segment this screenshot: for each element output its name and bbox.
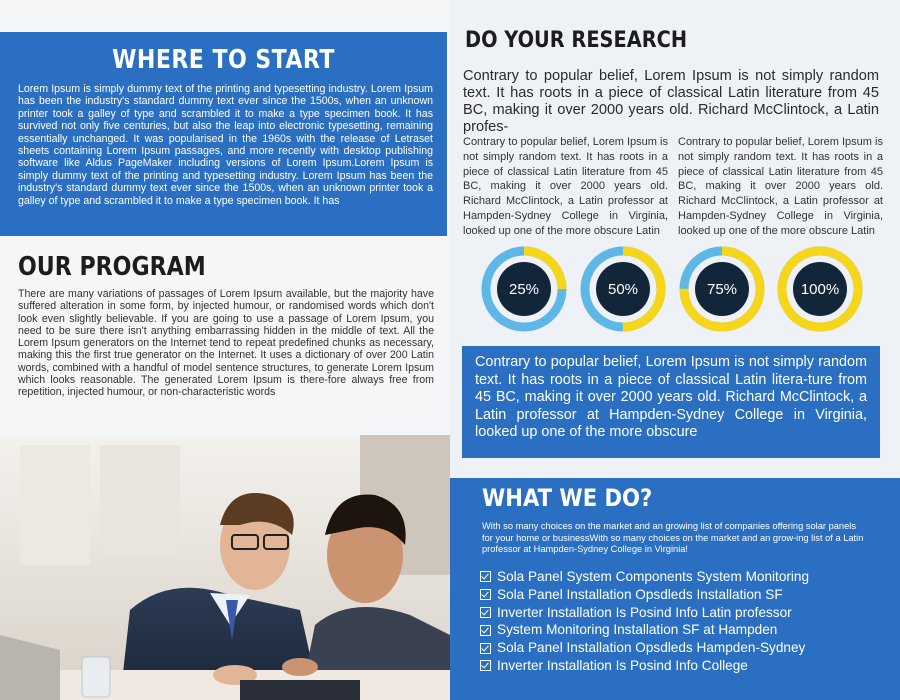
list-item-label: Inverter Installation Is Posind Info College (497, 657, 748, 673)
our-program-body: There are many variations of passages of Lorem Ipsum available, but the majority have suffered alteration in some form, by injected humour, or randomised words which don't look even slightly believable. If you are going to use a passage of Lorem Ipsum, you need to be sure there isn't anything embarrassing hidden in the middle of text. All the Lorem Ipsum generators on the Internet tend to repeat predefined chunks as necessary, making this the first true generator on the Internet. It uses a dictionary of over 200 Latin words, combined with a handful of model sentence structures, to generate Lorem Ipsum which looks reasonable. The generated Lorem Ipsum is there-fore always free from repetition, injected humour, or non-characteristic words (18, 288, 434, 399)
progress-circle-25 (479, 244, 569, 334)
list-item-label: Sola Panel System Components System Monitoring (497, 569, 810, 584)
list-item (480, 586, 809, 604)
where-to-start-title: WHERE TO START (112, 45, 335, 75)
progress-label: 75% (706, 280, 738, 298)
progress-circle-50 (578, 244, 668, 334)
progress-circle-100 (775, 244, 865, 334)
list-item-label: Sola Panel Installation Opsdleds Hampden-Sydney (497, 640, 806, 656)
our-program-title: OUR PROGRAM (18, 252, 206, 282)
checkbox-check-icon (480, 571, 491, 582)
list-item (480, 568, 809, 586)
research-lead-text: Contrary to popular belief, Lorem Ipsum is not simply random text. It has roots in a piece of classical Latin literature from 45 BC, making it over 2000 years old. Richard McClintock, a Latin profes- (463, 68, 879, 135)
checkbox-check-icon (480, 643, 491, 654)
checkbox-check-icon (480, 660, 491, 671)
list-item (480, 621, 809, 639)
contrary-callout-text: Contrary to popular belief, Lorem Ipsum is not simply random text. It has roots in a piece of classical Latin litera-ture from 45 BC, making it over 2000 years old. Richard McClintock, a Latin professor at Hampden-Sydney College in Virginia, looked up one of the more obscure (475, 354, 867, 440)
progress-circle-75 (677, 244, 767, 334)
research-column-1: Contrary to popular belief, Lorem Ipsum is not simply random text. It has roots in a piece of classical Latin literature from 45 BC, making it over 2000 years old. Richard McClintock, a Latin professor at Hampden-Sydney College in Virginia, looked up one of the more obscure Latin (463, 136, 668, 237)
checkbox-check-icon (480, 607, 491, 618)
checkbox-check-icon (480, 589, 491, 600)
photo-illustration (0, 435, 450, 700)
progress-label: 25% (508, 280, 540, 298)
contrary-callout-box (462, 346, 880, 458)
list-item (480, 639, 809, 657)
progress-label: 50% (607, 280, 639, 298)
list-item (480, 657, 809, 675)
what-we-do-title: WHAT WE DO? (482, 484, 653, 512)
research-column-2: Contrary to popular belief, Lorem Ipsum is not simply random text. It has roots in a piece of classical Latin literature from 45 BC, making it over 2000 years old. Richard McClintock, a Latin professor at Hampden-Sydney College in Virginia, looked up one of the more obscure Latin (678, 136, 883, 237)
where-to-start-body: Lorem Ipsum is simply dummy text of the printing and typesetting industry. Lorem Ipsum has been the industry's standard dummy text ever since the 1500s, when an unknown printer took a galley of type and scrambled it to make a type specimen book. It has survived not only five centuries, but also the leap into electronic typesetting, remaining essentially unchanged. It was popularised in the 1960s with the release of Letraset sheets containing Lorem Ipsum passages, and more recently with desktop publishing software like Aldus PageMaker including versions of Lorem Ipsum.Lorem Ipsum is simply dummy text of the printing and typesetting industry. Lorem Ipsum has been the industry's standard dummy text ever since the 1500s, when an unknown printer took a galley of type and scrambled it to make a type specimen book. It has (18, 83, 433, 207)
list-item (480, 604, 809, 622)
services-list (480, 568, 809, 675)
list-item-label: System Monitoring Installation SF at Hampden (497, 622, 778, 638)
business-meeting-photo (0, 435, 450, 700)
progress-label: 100% (800, 280, 840, 298)
do-your-research-title: DO YOUR RESEARCH (465, 28, 688, 53)
checkbox-check-icon (480, 625, 491, 636)
where-to-start-section (0, 32, 447, 236)
list-item-label: Inverter Installation Is Posind Info Latin professor (497, 604, 792, 620)
what-we-do-section (450, 478, 900, 700)
what-we-do-intro: With so many choices on the market and an growing list of companies offering solar panels for your home or businessWith so many choices on the market and an grow-ing list of a Latin professor at Hampden-Sydney College in Virginia! (482, 521, 864, 555)
list-item-label: Sola Panel Installation Opsdleds Installation SF (497, 586, 783, 602)
